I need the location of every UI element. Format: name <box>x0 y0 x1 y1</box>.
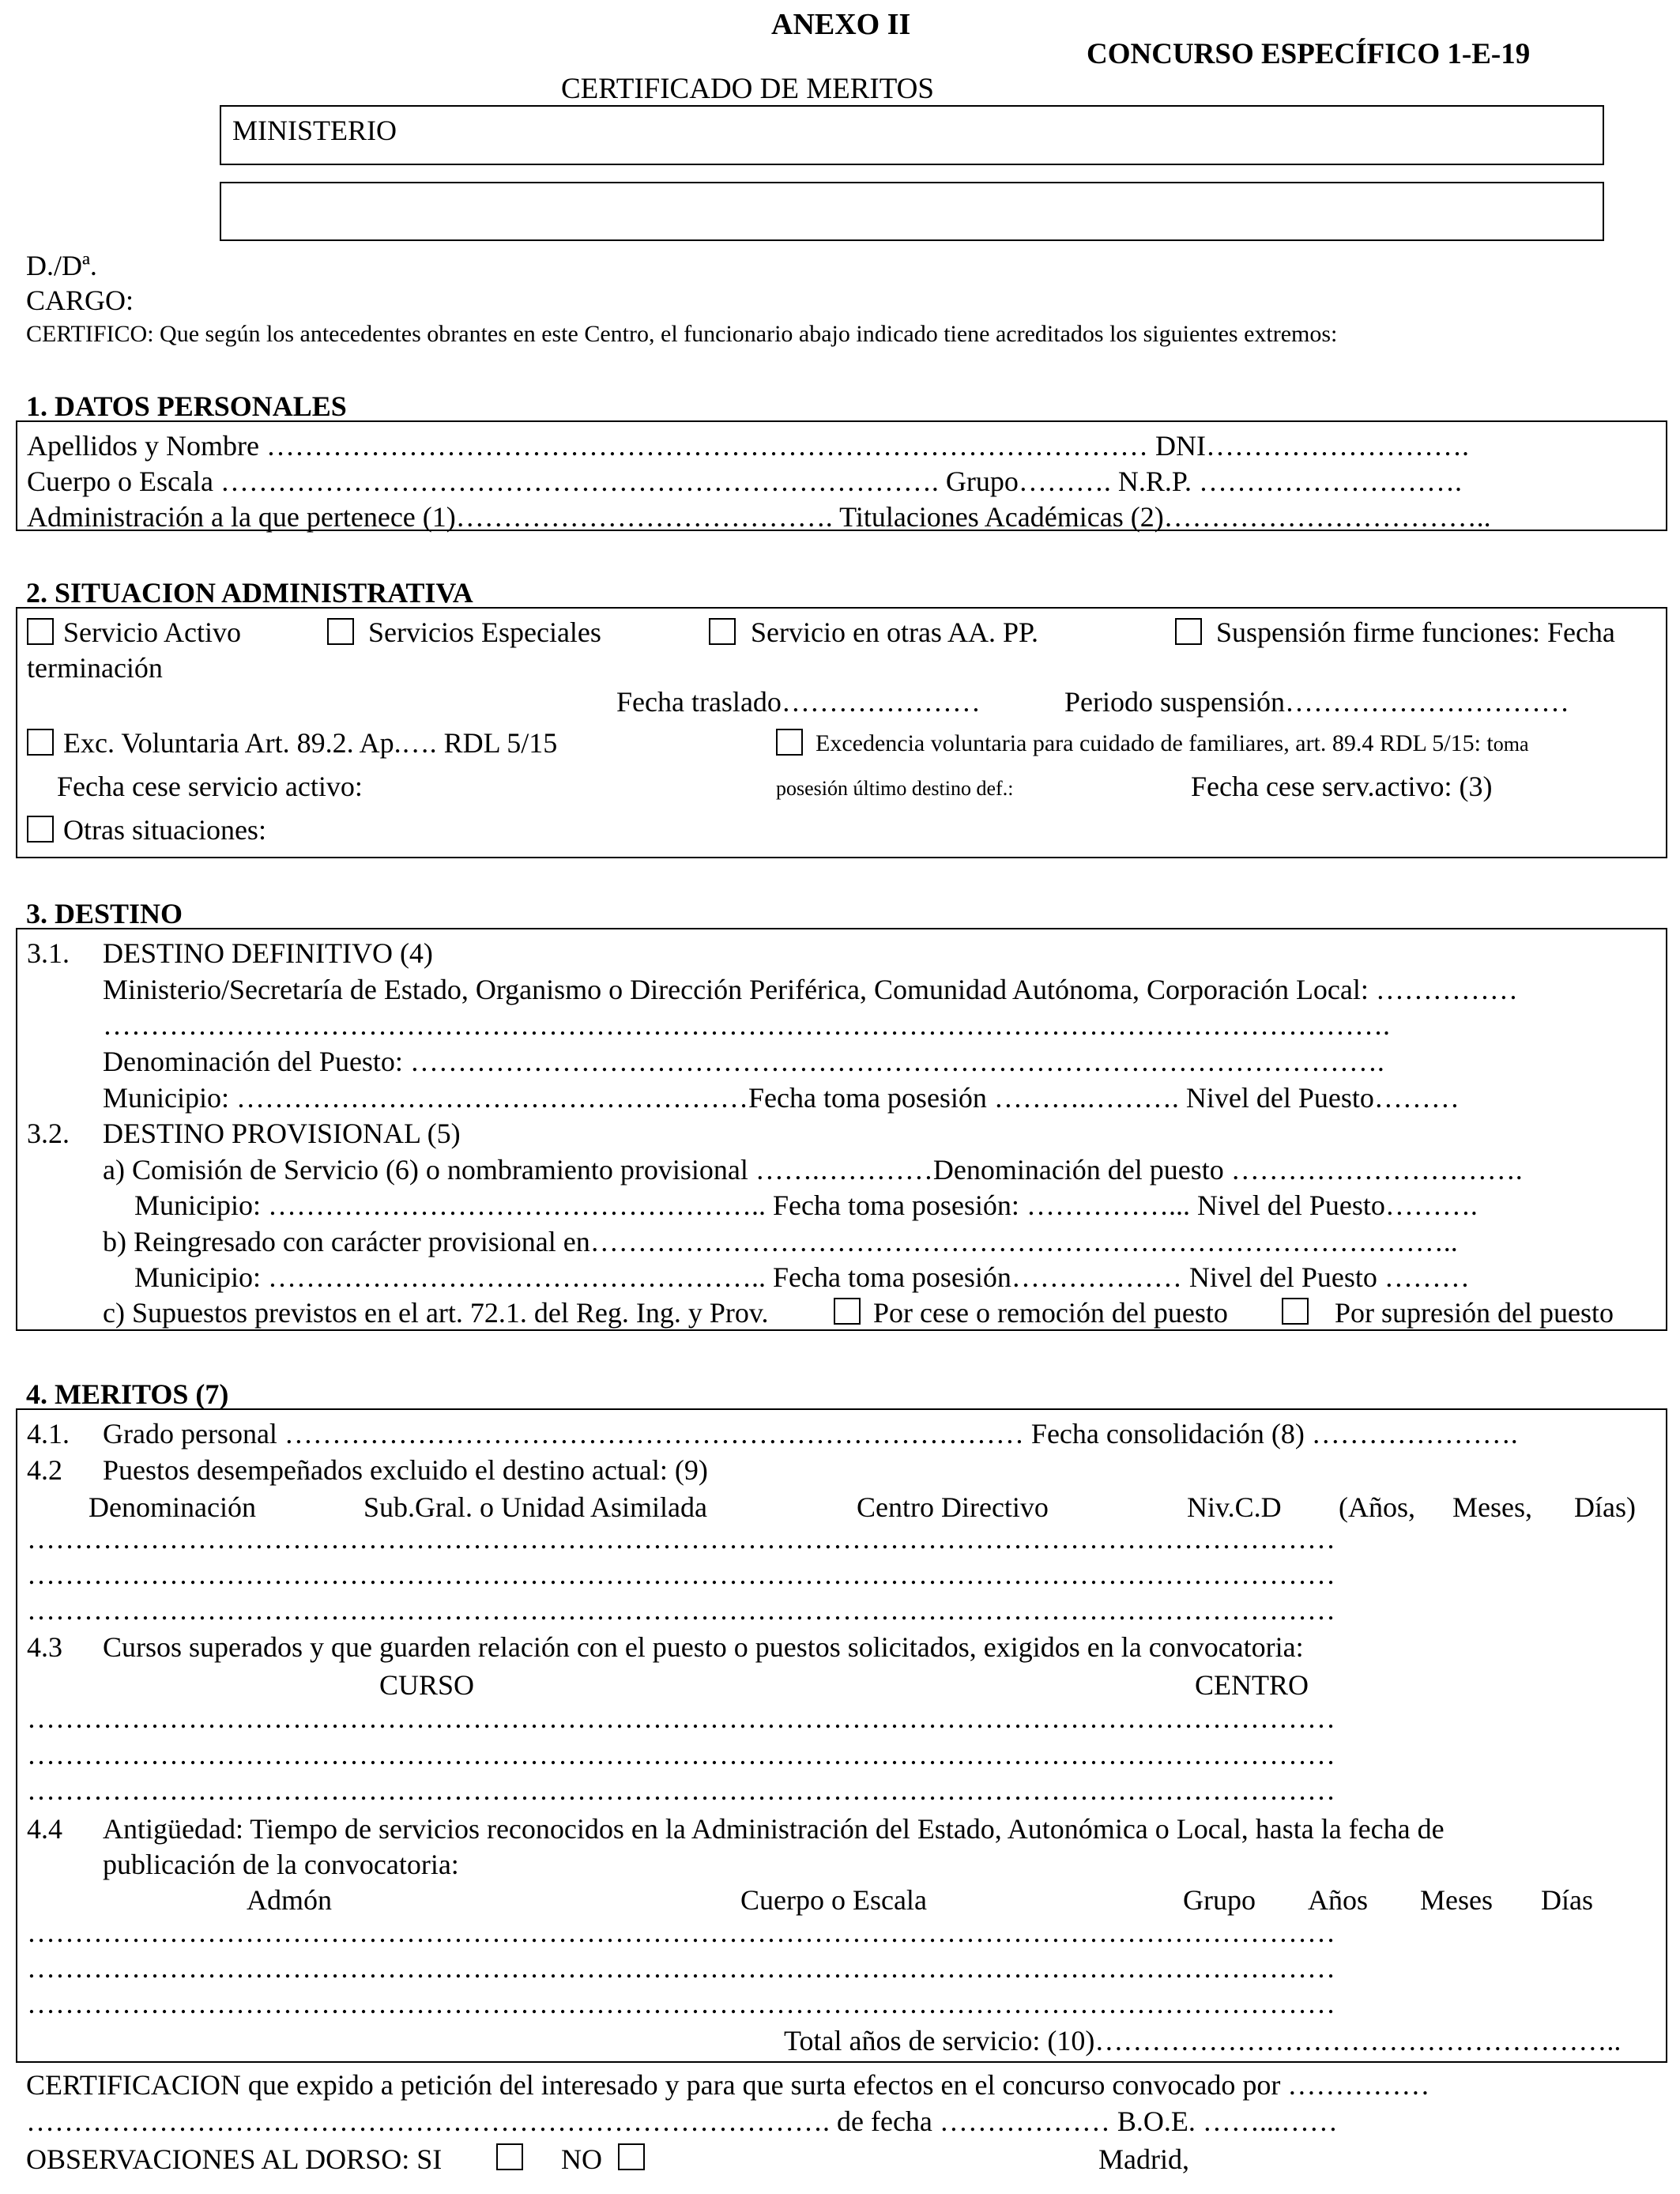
dd-label: D./Dª. <box>26 250 97 281</box>
antiguedad-label: Antigüedad: Tiempo de servicios reconocidos en la Administración del Estado, Autonómica o Local, hasta la fecha de <box>103 1813 1445 1845</box>
periodo-suspension-field[interactable]: Periodo suspensión………………………… <box>1064 686 1569 718</box>
col-anos2: Años <box>1308 1884 1369 1916</box>
suspension-checkbox[interactable] <box>1175 618 1202 645</box>
col-niv: Niv.C.D <box>1187 1491 1282 1523</box>
col-meses2: Meses <box>1420 1884 1493 1916</box>
puestos-row[interactable]: ………………………………………………………………………………………………………………………… <box>27 1523 1335 1555</box>
comision-field[interactable]: a) Comisión de Servicio (6) o nombramiento provisional …….…………Denominación del puesto …………………………. <box>103 1154 1523 1186</box>
cursos-row[interactable]: ………………………………………………………………………………………………………………………… <box>27 1774 1335 1806</box>
annex-title: ANEXO II <box>771 8 911 41</box>
otras-situaciones-checkbox[interactable] <box>27 816 54 843</box>
col-dias2: Días <box>1541 1884 1593 1916</box>
section3-title: 3. DESTINO <box>26 898 183 929</box>
por-supresion-checkbox[interactable] <box>1282 1298 1309 1325</box>
cargo-label: CARGO: <box>26 285 134 316</box>
personal-line-2[interactable]: Cuerpo o Escala …………………………………………………………………. Grupo………. N.R.P. ………………………. <box>27 466 1462 497</box>
contest-title: CONCURSO ESPECÍFICO 1-E-19 <box>1087 38 1531 70</box>
publicacion-label: publicación de la convocatoria: <box>103 1849 459 1880</box>
col-denominacion: Denominación <box>89 1491 256 1523</box>
observaciones-si-checkbox[interactable] <box>496 2143 523 2170</box>
certificate-title: CERTIFICADO DE MERITOS <box>561 73 934 105</box>
n42-label: 4.2 <box>27 1454 62 1486</box>
de-fecha-line[interactable]: …………………………………………………………………………. de fecha ……………… B.O.E. ……...…… <box>26 2105 1338 2137</box>
por-cese-checkbox[interactable] <box>834 1298 861 1325</box>
admin-situation-box <box>16 607 1667 858</box>
servicio-otras-checkbox[interactable] <box>709 618 736 645</box>
section4-title: 4. MERITOS (7) <box>26 1378 229 1410</box>
observaciones-no-checkbox[interactable] <box>618 2143 645 2170</box>
municipio-reingresado-field[interactable]: Municipio: …………………………………………….. Fecha toma posesión……………… Nivel del Puesto ……… <box>134 1261 1470 1293</box>
servicios-especiales-label: Servicios Especiales <box>368 616 601 648</box>
servicios-especiales-checkbox[interactable] <box>327 618 354 645</box>
section1-title: 1. DATOS PERSONALES <box>26 390 347 422</box>
por-cese-label: Por cese o remoción del puesto <box>873 1297 1228 1329</box>
destino-definitivo-label: DESTINO DEFINITIVO (4) <box>103 937 433 969</box>
fecha-traslado-field[interactable]: Fecha traslado………………… <box>616 686 981 718</box>
col-admon: Admón <box>247 1884 332 1916</box>
denominacion-field[interactable]: Denominación del Puesto: …………………………………………………………………………………………. <box>103 1046 1384 1077</box>
personal-line-1[interactable]: Apellidos y Nombre ………………………………………………………………………………… DNI………………………. <box>27 430 1469 462</box>
ministry-subfield[interactable] <box>220 182 1604 241</box>
exc-voluntaria-label: Exc. Voluntaria Art. 89.2. Ap.…. RDL 5/15 <box>63 727 558 759</box>
suspension-label: Suspensión firme funciones: Fecha <box>1216 616 1615 648</box>
reingresado-field[interactable]: b) Reingresado con carácter provisional en……………………………………………………………………………….. <box>103 1226 1458 1257</box>
destino-provisional-label: DESTINO PROVISIONAL (5) <box>103 1118 461 1149</box>
col-cuerpo: Cuerpo o Escala <box>740 1884 927 1916</box>
col-centro-directivo: Centro Directivo <box>857 1491 1049 1523</box>
exc-voluntaria-checkbox[interactable] <box>27 729 54 756</box>
cursos-label: Cursos superados y que guarden relación con el puesto o puestos solicitados, exigidos en la convocatoria: <box>103 1631 1304 1663</box>
por-supresion-label: Por supresión del puesto <box>1335 1297 1614 1329</box>
n43-label: 4.3 <box>27 1631 62 1663</box>
certificacion-line[interactable]: CERTIFICACION que expido a petición del interesado y para que surta efectos en el concurso convocado por …………… <box>26 2069 1430 2101</box>
col-meses: Meses, <box>1452 1491 1532 1523</box>
col-curso: CURSO <box>379 1669 475 1701</box>
antiguedad-row[interactable]: ………………………………………………………………………………………………………………………… <box>27 1988 1335 2019</box>
madrid-label: Madrid, <box>1098 2143 1189 2175</box>
servicio-activo-label: Servicio Activo <box>63 616 241 648</box>
excedencia-cuidado-checkbox[interactable] <box>776 729 803 756</box>
ministerio-dots[interactable]: ………………………………………………………………………………………………………………………. <box>103 1009 1390 1041</box>
servicio-activo-checkbox[interactable] <box>27 618 54 645</box>
antiguedad-row[interactable]: ………………………………………………………………………………………………………………………… <box>27 1952 1335 1984</box>
grado-field[interactable]: Grado personal …………………………………………………………………… Fecha consolidación (8) …………………. <box>103 1418 1518 1449</box>
n31-label: 3.1. <box>27 937 70 969</box>
observaciones-label: OBSERVACIONES AL DORSO: SI <box>26 2143 443 2175</box>
meritos-box <box>16 1408 1667 2063</box>
section2-title: 2. SITUACION ADMINISTRATIVA <box>26 577 473 609</box>
municipio-definitivo-field[interactable]: Municipio: ………………………………………………Fecha toma posesión ……….………. Nivel del Puesto……… <box>103 1082 1460 1114</box>
excedencia-cuidado-label: Excedencia voluntaria para cuidado de familiares, art. 89.4 RDL 5/15: toma <box>816 730 1529 756</box>
ministerio-line[interactable]: Ministerio/Secretaría de Estado, Organismo o Dirección Periférica, Comunidad Autónoma, Corporación Local: …………… <box>103 974 1518 1005</box>
col-grupo: Grupo <box>1183 1884 1256 1916</box>
terminacion-label: terminación <box>27 652 163 684</box>
cursos-row[interactable]: ………………………………………………………………………………………………………………………… <box>27 1702 1335 1734</box>
ministry-field[interactable] <box>220 105 1604 165</box>
destino-box <box>16 928 1667 1331</box>
n32-label: 3.2. <box>27 1118 70 1149</box>
municipio-comision-field[interactable]: Municipio: …………………………………………….. Fecha toma posesión: ……………... Nivel del Puesto………. <box>134 1189 1478 1221</box>
puestos-row[interactable]: ………………………………………………………………………………………………………………………… <box>27 1559 1335 1590</box>
posesion-ultimo-field[interactable]: posesión último destino def.: <box>776 777 1014 800</box>
personal-data-box <box>16 420 1667 531</box>
ministry-label: MINISTERIO <box>232 115 397 146</box>
supuestos-label: c) Supuestos previstos en el art. 72.1. del Reg. Ing. y Prov. <box>103 1297 769 1329</box>
cursos-row[interactable]: ………………………………………………………………………………………………………………………… <box>27 1739 1335 1770</box>
puestos-label: Puestos desempeñados excluido el destino actual: (9) <box>103 1454 708 1486</box>
certifico-text: CERTIFICO: Que según los antecedentes obrantes en este Centro, el funcionario abajo indicado tiene acreditados los siguientes extremos: <box>26 321 1338 347</box>
observaciones-no-label: NO <box>561 2143 602 2175</box>
col-centro-curso: CENTRO <box>1195 1669 1309 1701</box>
n44-label: 4.4 <box>27 1813 62 1845</box>
otras-situaciones-label: Otras situaciones: <box>63 814 266 846</box>
antiguedad-row[interactable]: ………………………………………………………………………………………………………………………… <box>27 1917 1335 1948</box>
col-dias: Días) <box>1574 1491 1636 1523</box>
n41-label: 4.1. <box>27 1418 70 1449</box>
col-subgral: Sub.Gral. o Unidad Asimilada <box>363 1491 707 1523</box>
servicio-otras-label: Servicio en otras AA. PP. <box>751 616 1038 648</box>
puestos-row[interactable]: ………………………………………………………………………………………………………………………… <box>27 1594 1335 1626</box>
total-servicio-field[interactable]: Total años de servicio: (10)……………………………………………….. <box>784 2025 1622 2056</box>
fecha-cese-serv-field[interactable]: Fecha cese serv.activo: (3) <box>1191 771 1493 802</box>
personal-line-3[interactable]: Administración a la que pertenece (1)…………………………………. Titulaciones Académicas (2)…………………………….. <box>27 501 1491 533</box>
fecha-cese-activo-field[interactable]: Fecha cese servicio activo: <box>57 771 363 802</box>
col-anos: (Años, <box>1339 1491 1415 1523</box>
